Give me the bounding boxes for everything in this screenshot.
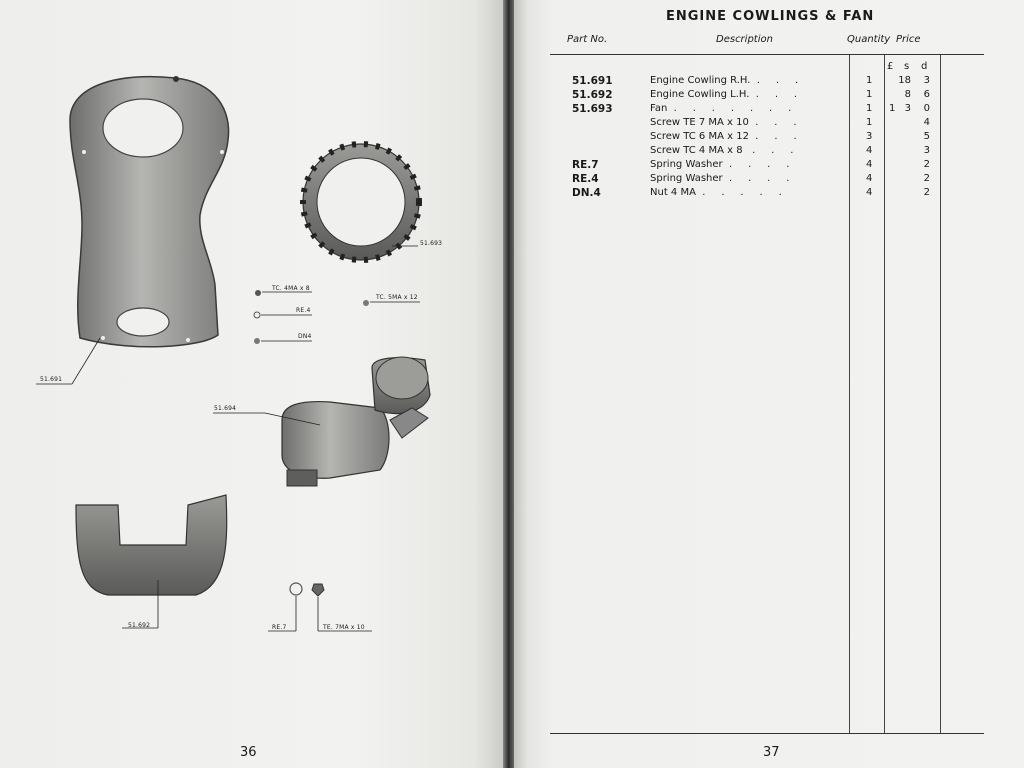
cowling-lh-drawing: [76, 495, 227, 595]
description: Spring Washer . . . .: [650, 173, 790, 184]
description: Nut 4 MA . . . . .: [650, 187, 782, 198]
header-description: Description: [716, 34, 773, 45]
column-rule-qty-right: [884, 55, 885, 733]
fan-drawing: [303, 144, 419, 260]
header-part-no: Part No.: [567, 34, 608, 45]
price-pounds: 1: [889, 103, 896, 114]
description: Spring Washer . . . .: [650, 159, 790, 170]
label-tc5ma: TC. 5MA x 12: [376, 294, 418, 301]
price-pence: 4: [923, 117, 930, 128]
part-number: 51.691: [572, 75, 613, 87]
currency-shillings: s: [904, 61, 910, 72]
description: Screw TE 7 MA x 10 . . .: [650, 117, 797, 128]
column-rule-qty-left: [849, 55, 850, 733]
description: Engine Cowling R.H. . . .: [650, 75, 799, 86]
quantity: 1: [866, 117, 873, 128]
price-pence: 0: [923, 103, 930, 114]
part-number: 51.692: [572, 89, 613, 101]
right-page-number: 37: [763, 745, 780, 760]
quantity: 1: [866, 89, 873, 100]
part-number: RE.7: [572, 159, 599, 171]
quantity: 4: [866, 159, 873, 170]
quantity: 3: [866, 131, 873, 142]
right-page: [512, 0, 1024, 768]
currency-pence: d: [921, 61, 928, 72]
header-rule: [550, 54, 984, 55]
description: Engine Cowling L.H. . . .: [650, 89, 798, 100]
price-shillings: 3: [904, 103, 911, 114]
label-tc4ma: TC. 4MA x 8: [272, 285, 310, 292]
description: Fan . . . . . . .: [650, 103, 792, 114]
price-pence: 3: [923, 75, 930, 86]
label-part-51694: 51.694: [214, 405, 237, 412]
bottom-rule: [550, 733, 984, 734]
header-quantity: Quantity: [847, 34, 891, 45]
price-pence: 5: [923, 131, 930, 142]
quantity: 4: [866, 173, 873, 184]
price-pence: 3: [923, 145, 930, 156]
price-pence: 6: [923, 89, 930, 100]
label-te7ma: TE. 7MA x 10: [323, 624, 365, 631]
left-page-number: 36: [240, 745, 257, 760]
part-number: 51.693: [572, 103, 613, 115]
label-re7: RE.7: [272, 624, 287, 631]
part-number: RE.4: [572, 173, 599, 185]
price-pence: 2: [923, 187, 930, 198]
column-rule-price-right: [940, 55, 941, 733]
price-shillings: 8: [904, 89, 911, 100]
price-shillings: 18: [898, 75, 911, 86]
parts-illustration: [0, 0, 505, 768]
quantity: 4: [866, 145, 873, 156]
label-dn4: DN4: [298, 333, 312, 340]
label-re4: RE.4: [296, 307, 311, 314]
page-title: ENGINE COWLINGS & FAN: [666, 9, 875, 24]
price-pence: 2: [923, 173, 930, 184]
quantity: 4: [866, 187, 873, 198]
label-cowling-rh: 51.691: [40, 376, 63, 383]
description: Screw TC 4 MA x 8 . . .: [650, 145, 794, 156]
part-number: DN.4: [572, 187, 601, 199]
label-cowling-lh: 51.692: [128, 622, 151, 629]
label-fan: 51.693: [420, 240, 443, 247]
cowling-rh-drawing: [70, 76, 229, 347]
price-pence: 2: [923, 159, 930, 170]
description: Screw TC 6 MA x 12 . . .: [650, 131, 797, 142]
quantity: 1: [866, 75, 873, 86]
quantity: 1: [866, 103, 873, 114]
header-price: Price: [896, 34, 921, 45]
currency-pounds: £: [887, 61, 894, 72]
